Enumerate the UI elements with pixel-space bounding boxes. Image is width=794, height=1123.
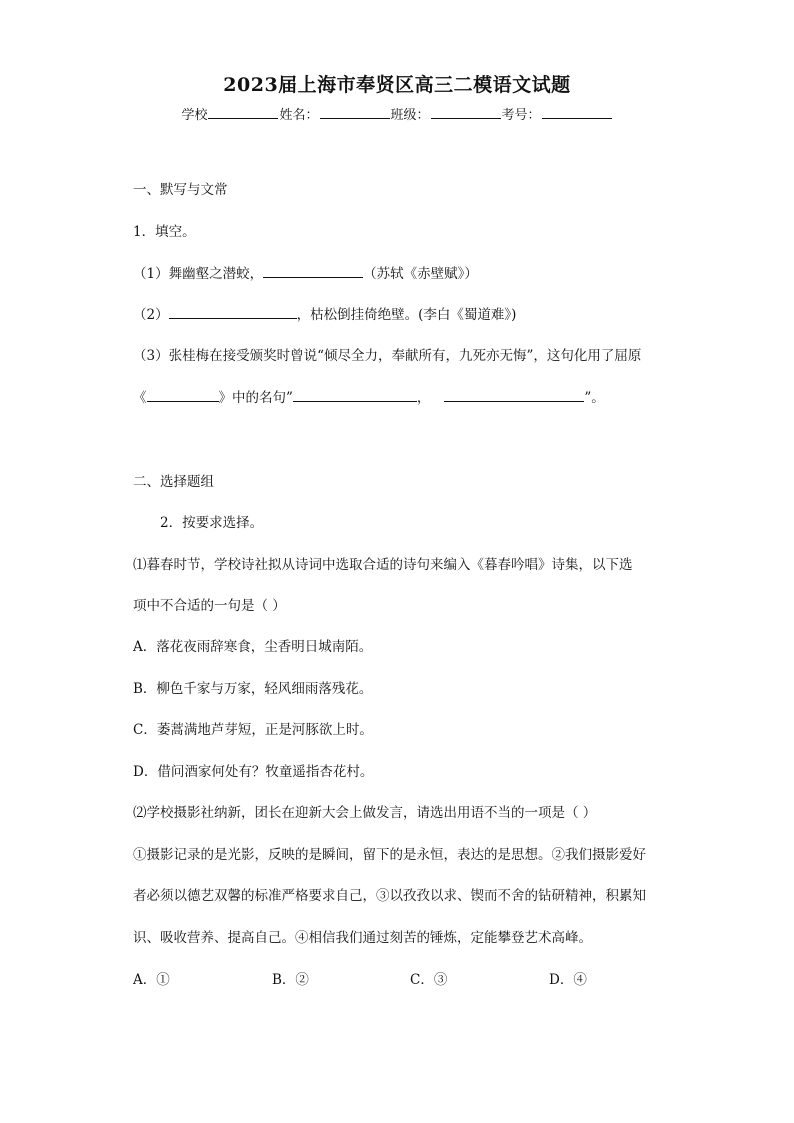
- question1-item2: （2） ，枯松倒挂倚绝壁。(李白《蜀道难》): [133, 303, 516, 323]
- name-blank[interactable]: [320, 105, 390, 119]
- answer-blank[interactable]: [263, 263, 363, 278]
- sub2-line2: ①摄影记录的是光影，反映的是瞬间，留下的是永恒，表达的是思想。②我们摄影爱好: [133, 847, 646, 863]
- school-label: 学校: [181, 108, 208, 123]
- sub1-line2: 项中不合适的一句是（ ）: [133, 598, 286, 614]
- question1-item3-line1: （3）张桂梅在接受颁奖时曾说“倾尽全力，奉献所有，九死亦无悔”，这句化用了屈原: [133, 348, 642, 364]
- answer-blank[interactable]: [169, 304, 297, 319]
- student-info-line: [0, 104, 794, 123]
- option-c[interactable]: C．萎蒿满地芦芽短，正是河豚欲上时。: [133, 722, 373, 738]
- class-blank[interactable]: [431, 105, 501, 119]
- answer-option-a[interactable]: A．①: [133, 972, 170, 988]
- answer-option-c[interactable]: C．③: [410, 972, 448, 988]
- question1-stem: 1．填空。: [133, 224, 196, 240]
- question2-stem: 2．按要求选择。: [160, 515, 264, 531]
- sub2-line3: 者必须以德艺双馨的标准严格要求自己，③以孜孜以求、锲而不舍的钻研精神，积累知: [133, 888, 646, 904]
- option-a[interactable]: A．落花夜雨辞寒食，尘香明日城南陌。: [133, 639, 373, 655]
- exam-title: 2023届上海市奉贤区高三二模语文试题: [223, 74, 571, 96]
- school-blank[interactable]: [208, 105, 278, 119]
- class-label: 班级：: [390, 108, 430, 123]
- answer-blank[interactable]: [147, 387, 219, 402]
- sub1-line1: ⑴暮春时节，学校诗社拟从诗词中选取合适的诗句来编入《暮春吟唱》诗集，以下选: [133, 557, 633, 573]
- question1-item3-line2: 《 》中的名句” ， ”。: [133, 386, 605, 406]
- name-label: 姓名：: [279, 108, 319, 123]
- option-b[interactable]: B．柳色千家与万家，轻风细雨落残花。: [133, 681, 373, 697]
- option-d[interactable]: D．借问酒家何处有？牧童遥指杏花村。: [133, 764, 374, 780]
- sub2-line1: ⑵学校摄影社纳新，团长在迎新大会上做发言，请选出用语不当的一项是（ ）: [133, 805, 597, 821]
- section1-heading: 一、默写与文常: [133, 182, 228, 198]
- question1-item1: （1）舞幽壑之潜蛟， （苏轼《赤壁赋》）: [133, 262, 478, 282]
- exam-no-blank[interactable]: [542, 105, 612, 119]
- section2-heading: 二、选择题组: [133, 474, 214, 490]
- answer-option-b[interactable]: B．②: [272, 972, 309, 988]
- answer-option-d[interactable]: D．④: [549, 972, 587, 988]
- answer-blank[interactable]: [444, 387, 584, 402]
- sub2-line4: 识、吸收营养、提高自己。④相信我们通过刻苦的锤炼，定能攀登艺术高峰。: [133, 930, 592, 946]
- exam-no-label: 考号：: [501, 108, 541, 123]
- answer-blank[interactable]: [293, 387, 417, 402]
